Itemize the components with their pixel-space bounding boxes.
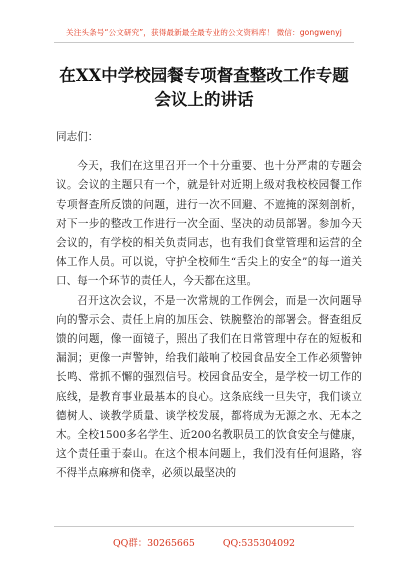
title-line-1: 在XX中学校园餐专项督查整改工作专题 xyxy=(59,66,349,85)
footer-qq-group: QQ群：30265665 xyxy=(112,538,195,549)
footer-contact xyxy=(0,535,408,549)
salutation: 同志们： xyxy=(56,131,99,143)
header-divider xyxy=(54,42,354,43)
paragraph-1: 今天，我们在这里召开一个十分重要、也十分严肃的专题会议。会议的主题只有一个，就是针对近期上级对我校校园餐工作专项督查所反馈的问题，进行一次不回避、不遮掩的深刻剖析，对下一步的整改工作进行一次全面、坚决的动员部署。参加今天会议的，有学校的相关负责同志，也有我们食堂管理和运营的全体工作人员。可以说，守护全校师生“舌尖上的安全”的每一道关口、每一个环节的责任人，今天都在这里。 xyxy=(56,160,362,288)
paragraph-2: 召开这次会议，不是一次常规的工作例会，而是一次问题导向的警示会、责任上肩的加压会、铁腕整治的部署会。督查组反馈的问题，像一面镜子，照出了我们在日常管理中存在的短板和漏洞；更像一声警钟，给我们敲响了校园食品安全工作必须警钟长鸣、常抓不懈的强烈信号。校园食品安全，是学校一切工作的底线，是教育事业最基本的良心。这条底线一旦失守，我们谈立德树人、谈教学质量、谈学校发展，都将成为无源之水、无本之木。全校1500多名学生、近200名教职员工的饮食安全与健康，这个责任重于泰山。在这个根本问题上，我们没有任何退路，容不得半点麻痹和侥幸，必须以最坚决的 xyxy=(56,294,362,480)
header-banner: 关注头条号“公文研究”，获得最新最全最专业的公文资料库！ 微信：gongwenyj xyxy=(66,28,342,37)
document-body xyxy=(56,128,362,484)
footer-qq: QQ:535304092 xyxy=(222,538,296,549)
document-title xyxy=(40,64,368,112)
footer-divider xyxy=(54,526,354,527)
title-line-2: 会议上的讲话 xyxy=(154,90,254,109)
